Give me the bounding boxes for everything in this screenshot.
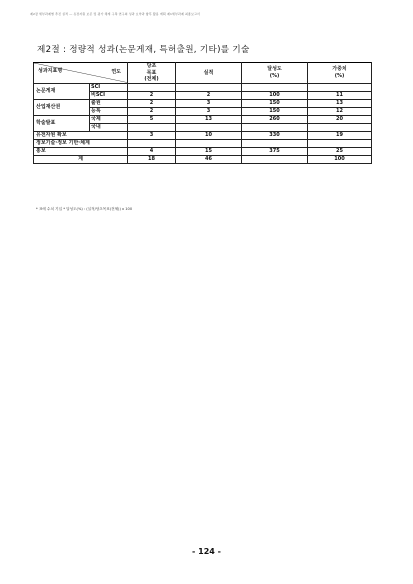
table-header-row bbox=[34, 63, 372, 84]
cell-actual: 13 bbox=[176, 115, 242, 123]
cell-weight: 25 bbox=[308, 147, 372, 155]
cell-actual bbox=[176, 139, 242, 147]
cell-actual: 15 bbox=[176, 147, 242, 155]
row-sub-label: 국제 bbox=[90, 115, 128, 123]
group-papers: 논문게재 bbox=[34, 83, 90, 99]
cell-target bbox=[128, 123, 176, 131]
cell-actual: 10 bbox=[176, 131, 242, 139]
cell-weight bbox=[308, 123, 372, 131]
group-conference: 산업재산권 bbox=[34, 99, 90, 115]
cell-weight: 12 bbox=[308, 107, 372, 115]
row-sub-label: 비SCI bbox=[90, 91, 128, 99]
cell-weight: 20 bbox=[308, 115, 372, 123]
cell-weight: 11 bbox=[308, 91, 372, 99]
cell-rate: 100 bbox=[242, 91, 308, 99]
corner-category-label: 성과지표명 bbox=[38, 68, 63, 74]
row-label-info: 정보기술·정보 기반·체계 bbox=[34, 139, 128, 147]
table-row bbox=[34, 131, 372, 139]
running-header: 제2장 세부과제별 추진 실적 ― 유전자원 보존 및 평가 체계 구축 연구의 성과 요약과 향후 활용 계획 제1세부과제 최종보고서 bbox=[30, 12, 200, 16]
row-label-resource: 유전자원 확보 bbox=[34, 131, 128, 139]
cell-rate bbox=[242, 83, 308, 91]
cell-target: 2 bbox=[128, 99, 176, 107]
performance-table bbox=[33, 62, 372, 164]
row-sub-label: 국내 bbox=[90, 123, 128, 131]
table-total-row bbox=[34, 155, 372, 163]
row-label-promo: 홍보 bbox=[34, 147, 128, 155]
cell-target: 5 bbox=[128, 115, 176, 123]
cell-weight bbox=[308, 139, 372, 147]
cell-target bbox=[128, 139, 176, 147]
cell-actual bbox=[176, 83, 242, 91]
cell-weight: 19 bbox=[308, 131, 372, 139]
cell-rate: 260 bbox=[242, 115, 308, 123]
table-row bbox=[34, 99, 372, 107]
table-row bbox=[34, 83, 372, 91]
corner-cell bbox=[34, 63, 128, 84]
table-row bbox=[34, 115, 372, 123]
cell-rate bbox=[242, 139, 308, 147]
row-sub-label: 등록 bbox=[90, 107, 128, 115]
header-actual: 실적 bbox=[176, 63, 242, 84]
table-row bbox=[34, 147, 372, 155]
cell-actual: 3 bbox=[176, 99, 242, 107]
table-row bbox=[34, 139, 372, 147]
cell-weight bbox=[308, 83, 372, 91]
corner-year-label: 연도 bbox=[111, 69, 121, 75]
cell-actual: 46 bbox=[176, 155, 242, 163]
section-title: 제2절 : 정량적 성과(논문게재, 특허출원, 기타)를 기술 bbox=[37, 45, 250, 55]
page-number: - 124 - bbox=[192, 547, 221, 556]
cell-target: 4 bbox=[128, 147, 176, 155]
header-rate: 달성도 (%) bbox=[242, 63, 308, 84]
row-sub-label: SCI bbox=[90, 83, 128, 91]
cell-rate: 150 bbox=[242, 99, 308, 107]
cell-weight: 13 bbox=[308, 99, 372, 107]
cell-actual bbox=[176, 123, 242, 131]
cell-actual: 3 bbox=[176, 107, 242, 115]
table-footnote: * 표에 수치 기입 * 달성도(%) : (실적/당초목표(전체)) x 100 bbox=[36, 207, 133, 211]
group-training: 학술발표 bbox=[34, 115, 90, 131]
header-target: 당초 목표 (전체) bbox=[128, 63, 176, 84]
cell-rate: 330 bbox=[242, 131, 308, 139]
header-weight: 가중치 (%) bbox=[308, 63, 372, 84]
cell-weight: 100 bbox=[308, 155, 372, 163]
cell-target bbox=[128, 83, 176, 91]
cell-rate: 375 bbox=[242, 147, 308, 155]
cell-actual: 2 bbox=[176, 91, 242, 99]
cell-target: 2 bbox=[128, 91, 176, 99]
row-sub-label: 출원 bbox=[90, 99, 128, 107]
cell-target: 3 bbox=[128, 131, 176, 139]
cell-rate: 150 bbox=[242, 107, 308, 115]
row-label-total: 계 bbox=[34, 155, 128, 163]
cell-target: 18 bbox=[128, 155, 176, 163]
cell-target: 2 bbox=[128, 107, 176, 115]
cell-rate bbox=[242, 155, 308, 163]
cell-rate bbox=[242, 123, 308, 131]
